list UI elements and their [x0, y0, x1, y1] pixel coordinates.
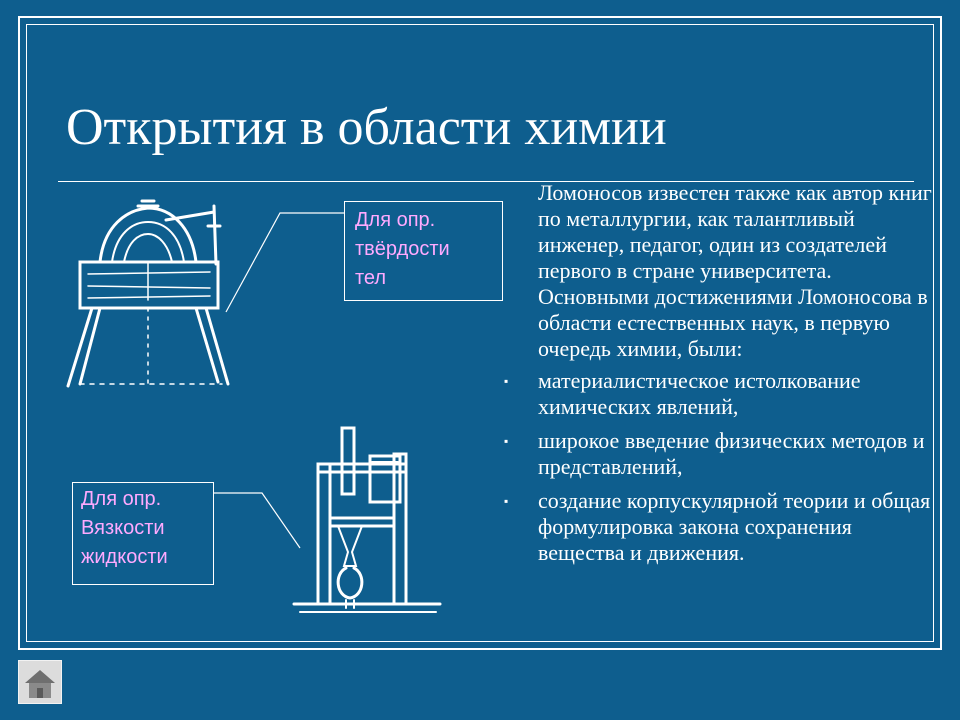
callout-line-viscosity	[214, 493, 300, 548]
list-item: ▪ материалистическое истолкование химических явлений,	[504, 368, 861, 419]
callout-line-hardness	[226, 213, 344, 312]
viscosity-apparatus-drawing	[294, 428, 440, 612]
bullet-icon: ▪	[504, 494, 509, 508]
callout-hardness: Для опр. твёрдости тел	[344, 201, 503, 301]
hardness-apparatus-drawing	[68, 201, 228, 386]
list-item: ▪ широкое введение физических методов и представлений,	[504, 428, 925, 479]
callout-viscosity: Для опр. Вязкости жидкости	[72, 482, 214, 585]
list-item: ▪ создание корпускулярной теории и общая формулировка закона сохранения вещества и движения.	[504, 488, 931, 565]
home-icon	[19, 661, 61, 703]
slide-title: Открытия в области химии	[66, 99, 667, 156]
bullet-icon: ▪	[504, 374, 509, 388]
intro-paragraph: Ломоносов известен также как автор книг по металлургии, как талантливый инженер, педагог, один из создателей первого в стране университета. Основными достижениями Ломоносова в области естественных наук, в первую очередь химии, были:	[538, 180, 932, 361]
bullet-icon: ▪	[504, 434, 509, 448]
home-button[interactable]	[18, 660, 62, 704]
